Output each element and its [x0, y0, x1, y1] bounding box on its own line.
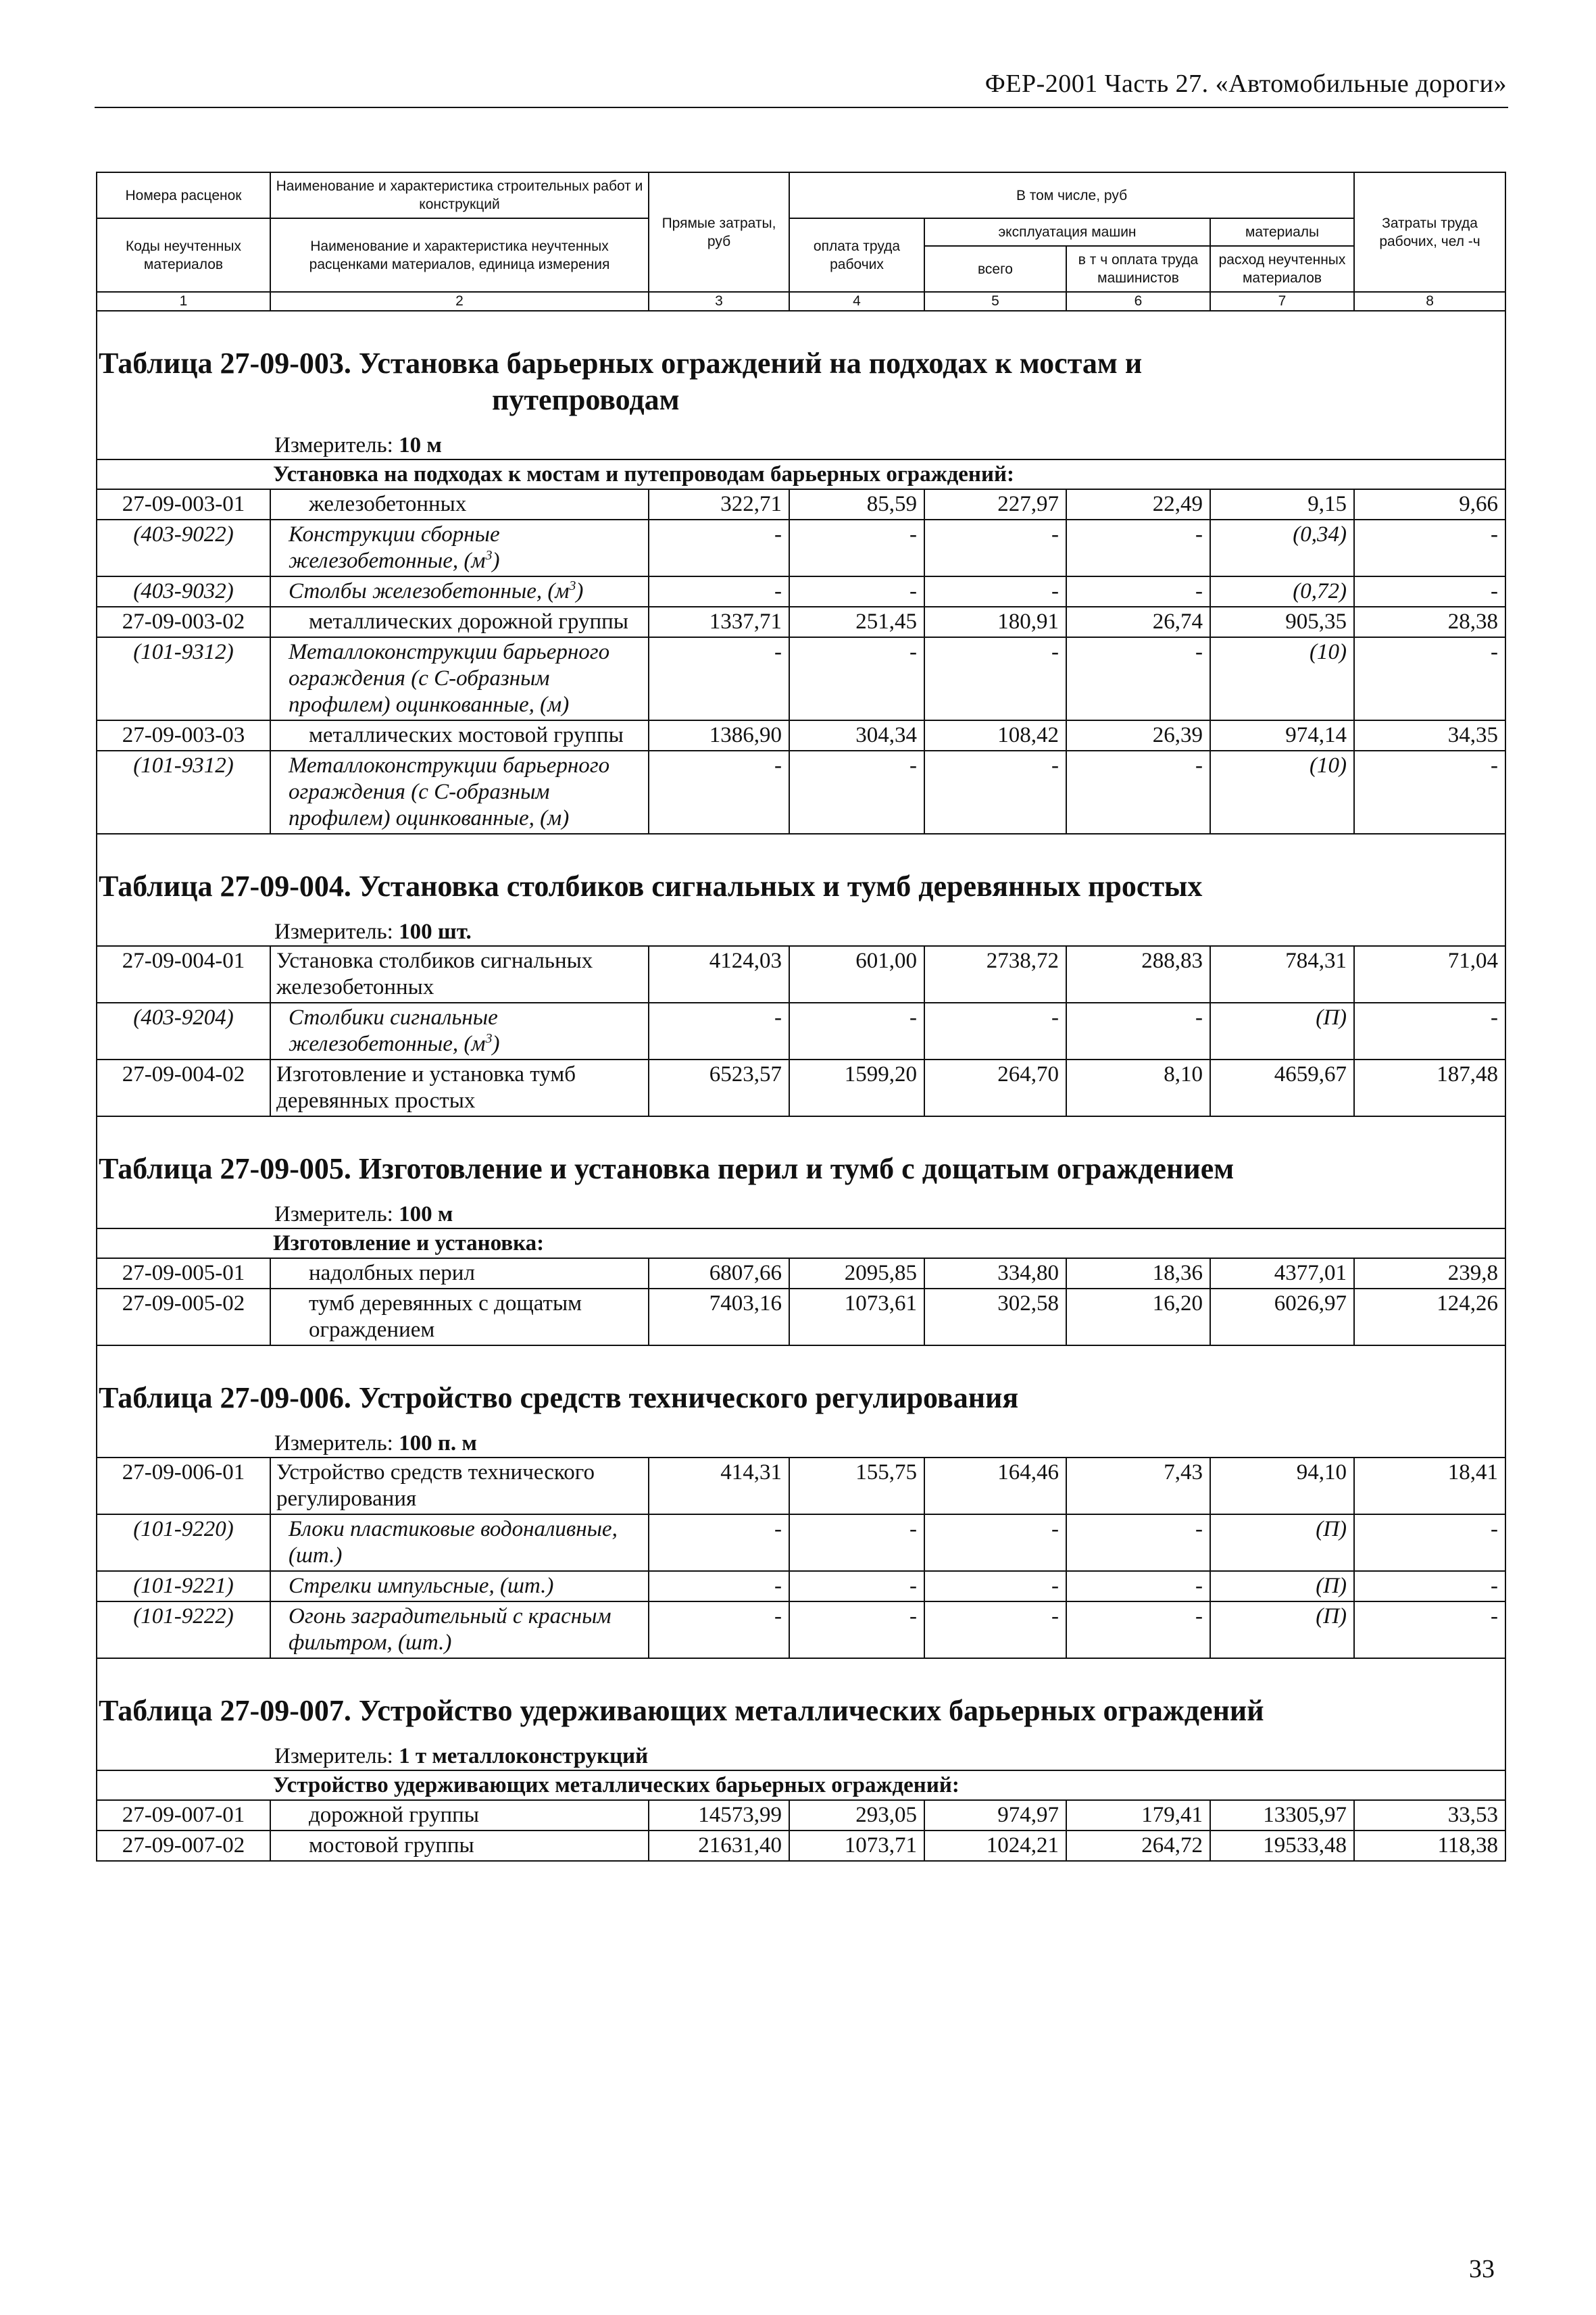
table-row	[97, 607, 1505, 637]
material-row	[97, 520, 1505, 576]
value-cell: -	[789, 576, 924, 607]
rate-code: 27-09-007-02	[97, 1831, 270, 1861]
running-head: ФЕР-2001 Часть 27. «Автомобильные дороги»	[984, 70, 1507, 98]
section-meter: Измеритель: 10 м	[274, 433, 442, 457]
value-cell: -	[1354, 1571, 1505, 1601]
section-meter: Измеритель: 1 т металлоконструкций	[274, 1744, 649, 1768]
value-cell: -	[789, 1601, 924, 1658]
value-cell: (10)	[1210, 637, 1354, 720]
value-cell: -	[1066, 637, 1210, 720]
value-cell: -	[789, 637, 924, 720]
value-cell: 21631,40	[649, 1831, 789, 1861]
work-name: тумб деревянных с дощатым ограждением	[270, 1289, 649, 1345]
material-row	[97, 1601, 1505, 1658]
value-cell: -	[1354, 1601, 1505, 1658]
work-name: металлических мостовой группы	[270, 720, 649, 751]
column-number: 3	[649, 292, 789, 311]
table-row	[97, 1289, 1505, 1345]
section-heading-row	[97, 1658, 1505, 1770]
value-cell: -	[649, 1601, 789, 1658]
value-cell: 155,75	[789, 1458, 924, 1514]
work-name: металлических дорожной группы	[270, 607, 649, 637]
subheading: Изготовление и установка:	[273, 1231, 545, 1255]
value-cell: -	[1066, 1571, 1210, 1601]
value-cell: -	[924, 751, 1066, 834]
material-code: (403-9204)	[97, 1003, 270, 1060]
material-code: (101-9220)	[97, 1514, 270, 1571]
material-row	[97, 751, 1505, 834]
value-cell: 974,97	[924, 1800, 1066, 1831]
value-cell: 16,20	[1066, 1289, 1210, 1345]
subheading-row	[97, 459, 1505, 489]
value-cell: 85,59	[789, 489, 924, 520]
section-title: Таблица 27-09-005. Изготовление и установка перил и тумб с дощатым ограждением	[99, 1152, 1235, 1185]
value-cell: 302,58	[924, 1289, 1066, 1345]
value-cell: 33,53	[1354, 1800, 1505, 1831]
value-cell: -	[1354, 637, 1505, 720]
value-cell: 4377,01	[1210, 1258, 1354, 1289]
work-name: мостовой группы	[270, 1831, 649, 1861]
value-cell: 4659,67	[1210, 1060, 1354, 1116]
value-cell: 334,80	[924, 1258, 1066, 1289]
value-cell: 9,66	[1354, 489, 1505, 520]
value-cell: 7403,16	[649, 1289, 789, 1345]
material-name: Металлоконструкции барьерного ограждения (с С-образным профилем) оцинкованные, (м)	[270, 751, 649, 834]
value-cell: -	[1354, 751, 1505, 834]
value-cell: 124,26	[1354, 1289, 1505, 1345]
header-rule	[95, 107, 1508, 108]
material-row	[97, 1571, 1505, 1601]
material-row	[97, 637, 1505, 720]
rate-code: 27-09-003-03	[97, 720, 270, 751]
work-name: Устройство средств технического регулирования	[270, 1458, 649, 1514]
value-cell: -	[649, 751, 789, 834]
value-cell: 6523,57	[649, 1060, 789, 1116]
value-cell: 1073,61	[789, 1289, 924, 1345]
value-cell: (П)	[1210, 1514, 1354, 1571]
header-row	[97, 172, 1505, 218]
table-row	[97, 1258, 1505, 1289]
value-cell: -	[1354, 520, 1505, 576]
value-cell: 18,41	[1354, 1458, 1505, 1514]
section-heading-row	[97, 311, 1505, 459]
value-cell: 304,34	[789, 720, 924, 751]
value-cell: 601,00	[789, 946, 924, 1003]
rate-code: 27-09-006-01	[97, 1458, 270, 1514]
hdr-machines: эксплуатация машин	[924, 218, 1210, 246]
value-cell: -	[789, 520, 924, 576]
value-cell: (П)	[1210, 1571, 1354, 1601]
material-name: Огонь заградительный с красным фильтром, (шт.)	[270, 1601, 649, 1658]
hdr-codes-top: Номера расценок	[97, 172, 270, 218]
value-cell: 28,38	[1354, 607, 1505, 637]
value-cell: 118,38	[1354, 1831, 1505, 1861]
work-name: Изготовление и установка тумб деревянных простых	[270, 1060, 649, 1116]
section-title: Таблица 27-09-004. Установка столбиков сигнальных и тумб деревянных простых	[99, 870, 1203, 903]
table-row	[97, 1800, 1505, 1831]
hdr-unaccounted-materials: расход неучтенных материалов	[1210, 246, 1354, 292]
value-cell: -	[1066, 520, 1210, 576]
value-cell: 1386,90	[649, 720, 789, 751]
subheading-row	[97, 1228, 1505, 1258]
material-code: (101-9221)	[97, 1571, 270, 1601]
value-cell: -	[1354, 1514, 1505, 1571]
rate-code: 27-09-004-02	[97, 1060, 270, 1116]
section-title: Таблица 27-09-003. Установка барьерных ограждений на подходах к мостам и путепроводам	[99, 347, 1143, 416]
value-cell: 288,83	[1066, 946, 1210, 1003]
value-cell: (0,34)	[1210, 520, 1354, 576]
value-cell: 34,35	[1354, 720, 1505, 751]
value-cell: 180,91	[924, 607, 1066, 637]
material-name: Стрелки импульсные, (шт.)	[270, 1571, 649, 1601]
material-name: Блоки пластиковые водоналивные, (шт.)	[270, 1514, 649, 1571]
value-cell: -	[649, 1571, 789, 1601]
value-cell: -	[649, 576, 789, 607]
column-number: 6	[1066, 292, 1210, 311]
value-cell: -	[924, 1571, 1066, 1601]
material-code: (101-9312)	[97, 751, 270, 834]
value-cell: (10)	[1210, 751, 1354, 834]
material-code: (101-9222)	[97, 1601, 270, 1658]
value-cell: -	[924, 1514, 1066, 1571]
value-cell: 6026,97	[1210, 1289, 1354, 1345]
value-cell: -	[649, 520, 789, 576]
rate-code: 27-09-004-01	[97, 946, 270, 1003]
hdr-materials: материалы	[1210, 218, 1354, 246]
work-name: дорожной группы	[270, 1800, 649, 1831]
value-cell: 18,36	[1066, 1258, 1210, 1289]
section-meter: Измеритель: 100 м	[274, 1202, 453, 1226]
value-cell: 108,42	[924, 720, 1066, 751]
value-cell: 8,10	[1066, 1060, 1210, 1116]
section-meter: Измеритель: 100 шт.	[274, 920, 472, 944]
hdr-direct-costs: Прямые затраты, руб	[649, 172, 789, 292]
rate-code: 27-09-003-01	[97, 489, 270, 520]
header-row	[97, 218, 1505, 246]
table-row	[97, 946, 1505, 1003]
section-heading-row	[97, 1116, 1505, 1228]
rate-code: 27-09-005-01	[97, 1258, 270, 1289]
value-cell: 239,8	[1354, 1258, 1505, 1289]
material-code: (101-9312)	[97, 637, 270, 720]
value-cell: 322,71	[649, 489, 789, 520]
material-name: Столбы железобетонные, $(м^3)$	[270, 576, 649, 607]
hdr-total: всего	[924, 246, 1066, 292]
hdr-codes-bottom: Коды неучтенных материалов	[97, 218, 270, 292]
value-cell: -	[789, 1571, 924, 1601]
value-cell: 2095,85	[789, 1258, 924, 1289]
value-cell: -	[649, 637, 789, 720]
value-cell: 4124,03	[649, 946, 789, 1003]
hdr-labor: Затраты труда рабочих, чел -ч	[1354, 172, 1505, 292]
value-cell: -	[789, 1514, 924, 1571]
subheading: Установка на подходах к мостам и путепроводам барьерных ограждений:	[273, 462, 1014, 487]
value-cell: -	[1066, 576, 1210, 607]
column-number: 7	[1210, 292, 1354, 311]
section-heading-row	[97, 1345, 1505, 1458]
hdr-name-bottom: Наименование и характеристика неучтенных расценками материалов, единица измерения	[270, 218, 649, 292]
column-number: 1	[97, 292, 270, 311]
value-cell: 2738,72	[924, 946, 1066, 1003]
value-cell: (П)	[1210, 1601, 1354, 1658]
value-cell: 179,41	[1066, 1800, 1210, 1831]
column-number: 2	[270, 292, 649, 311]
material-code: (403-9032)	[97, 576, 270, 607]
value-cell: -	[1066, 751, 1210, 834]
value-cell: 293,05	[789, 1800, 924, 1831]
table-row	[97, 1831, 1505, 1861]
hdr-name-top: Наименование и характеристика строительных работ и конструкций	[270, 172, 649, 218]
value-cell: 1073,71	[789, 1831, 924, 1861]
value-cell: -	[924, 637, 1066, 720]
value-cell: -	[1066, 1003, 1210, 1060]
hdr-labor-pay: оплата труда рабочих	[789, 218, 924, 292]
value-cell: 414,31	[649, 1458, 789, 1514]
value-cell: 22,49	[1066, 489, 1210, 520]
rate-code: 27-09-003-02	[97, 607, 270, 637]
hdr-including: В том числе, руб	[789, 172, 1354, 218]
value-cell: 14573,99	[649, 1800, 789, 1831]
section-title: Таблица 27-09-007. Устройство удерживающих металлических барьерных ограждений	[99, 1694, 1264, 1727]
material-name: Столбики сигнальные железобетонные, $(м^3)$	[270, 1003, 649, 1060]
subheading: Устройство удерживающих металлических барьерных ограждений:	[273, 1773, 959, 1797]
column-number: 4	[789, 292, 924, 311]
value-cell: 71,04	[1354, 946, 1505, 1003]
table-row	[97, 489, 1505, 520]
value-cell: -	[924, 1003, 1066, 1060]
subheading-row	[97, 1770, 1505, 1800]
material-row	[97, 576, 1505, 607]
value-cell: 187,48	[1354, 1060, 1505, 1116]
rate-code: 27-09-005-02	[97, 1289, 270, 1345]
value-cell: -	[649, 1003, 789, 1060]
section-heading-row	[97, 834, 1505, 946]
section-title: Таблица 27-09-006. Устройство средств технического регулирования	[99, 1381, 1019, 1414]
column-number: 8	[1354, 292, 1505, 311]
value-cell: 1024,21	[924, 1831, 1066, 1861]
work-name: железобетонных	[270, 489, 649, 520]
value-cell: 264,72	[1066, 1831, 1210, 1861]
value-cell: -	[1354, 576, 1505, 607]
value-cell: 164,46	[924, 1458, 1066, 1514]
rate-code: 27-09-007-01	[97, 1800, 270, 1831]
column-number: 5	[924, 292, 1066, 311]
value-cell: (П)	[1210, 1003, 1354, 1060]
value-cell: -	[1066, 1514, 1210, 1571]
value-cell: 19533,48	[1210, 1831, 1354, 1861]
value-cell: 13305,97	[1210, 1800, 1354, 1831]
value-cell: 264,70	[924, 1060, 1066, 1116]
value-cell: -	[924, 520, 1066, 576]
value-cell: 784,31	[1210, 946, 1354, 1003]
page-number: 33	[1469, 2255, 1495, 2283]
material-name: Металлоконструкции барьерного ограждения (с С-образным профилем) оцинкованные, (м)	[270, 637, 649, 720]
table-row	[97, 1458, 1505, 1514]
value-cell: 26,39	[1066, 720, 1210, 751]
value-cell: 94,10	[1210, 1458, 1354, 1514]
column-numbers-row	[97, 292, 1505, 311]
value-cell: -	[789, 751, 924, 834]
value-cell: -	[1354, 1003, 1505, 1060]
table-row	[97, 720, 1505, 751]
value-cell: 26,74	[1066, 607, 1210, 637]
value-cell: 7,43	[1066, 1458, 1210, 1514]
value-cell: 974,14	[1210, 720, 1354, 751]
material-row	[97, 1003, 1505, 1060]
work-name: Установка столбиков сигнальных железобетонных	[270, 946, 649, 1003]
material-code: (403-9022)	[97, 520, 270, 576]
value-cell: -	[649, 1514, 789, 1571]
value-cell: -	[1066, 1601, 1210, 1658]
work-name: надолбных перил	[270, 1258, 649, 1289]
material-row	[97, 1514, 1505, 1571]
material-name: Конструкции сборные железобетонные, $(м^3)$	[270, 520, 649, 576]
section-meter: Измеритель: 100 п. м	[274, 1431, 477, 1455]
value-cell: 227,97	[924, 489, 1066, 520]
table-row	[97, 1060, 1505, 1116]
value-cell: 905,35	[1210, 607, 1354, 637]
value-cell: 6807,66	[649, 1258, 789, 1289]
value-cell: 1337,71	[649, 607, 789, 637]
value-cell: (0,72)	[1210, 576, 1354, 607]
value-cell: -	[924, 576, 1066, 607]
value-cell: 1599,20	[789, 1060, 924, 1116]
value-cell: 251,45	[789, 607, 924, 637]
value-cell: -	[789, 1003, 924, 1060]
hdr-operators-pay: в т ч оплата труда машинистов	[1066, 246, 1210, 292]
value-cell: -	[924, 1601, 1066, 1658]
rates-table	[96, 172, 1506, 1862]
value-cell: 9,15	[1210, 489, 1354, 520]
